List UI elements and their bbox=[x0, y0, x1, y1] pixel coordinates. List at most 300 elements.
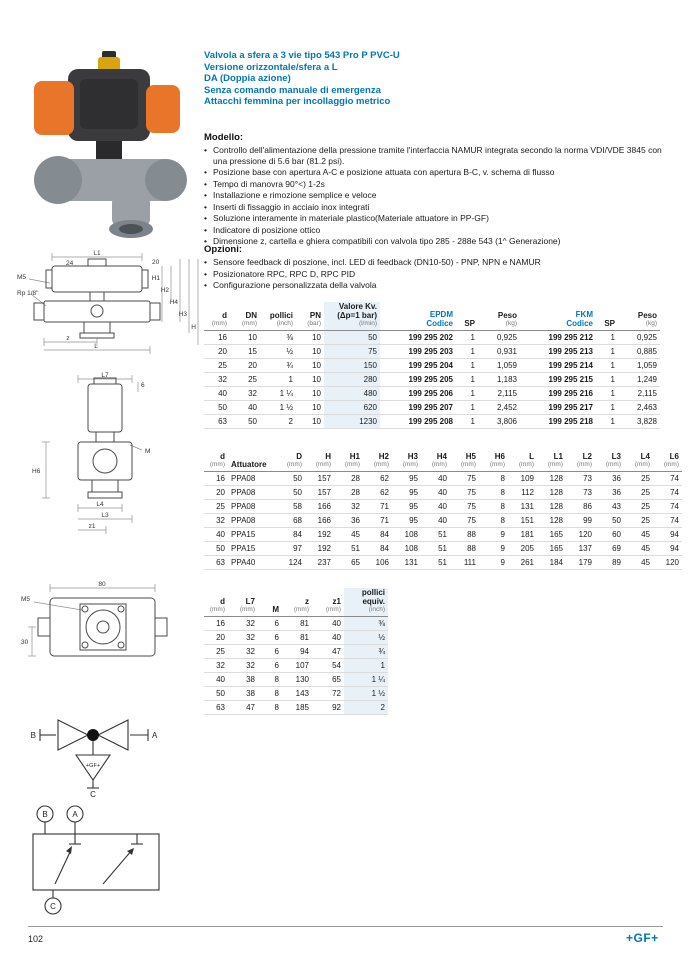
table-cell: ¾ bbox=[260, 359, 296, 373]
table-cell: 8 bbox=[479, 472, 508, 486]
table-cell: 99 bbox=[566, 514, 595, 528]
table-cell: 8 bbox=[479, 486, 508, 500]
table-cell: 205 bbox=[508, 542, 537, 556]
table-cell: 71 bbox=[363, 514, 392, 528]
column-header: L6 (mm) bbox=[653, 452, 682, 472]
dim-label-h2: H2 bbox=[160, 287, 169, 294]
ordering-data-table bbox=[204, 302, 660, 429]
dim-label-30: 30 bbox=[21, 639, 29, 646]
dim-label-l: L bbox=[94, 343, 98, 350]
union-nut-right bbox=[145, 159, 187, 201]
table-cell: 1 bbox=[596, 345, 618, 359]
dim-label-m5: M5 bbox=[21, 596, 31, 603]
column-header: pollici (inch) bbox=[260, 302, 296, 331]
table-cell: 74 bbox=[653, 514, 682, 528]
gf-mark: +GF+ bbox=[85, 763, 101, 769]
table-row bbox=[204, 645, 388, 659]
table-cell: 92 bbox=[312, 701, 344, 715]
dim-label-l4: L4 bbox=[96, 501, 104, 508]
table-cell: 199 295 207 bbox=[380, 401, 456, 415]
table-cell: 199 295 205 bbox=[380, 373, 456, 387]
table-cell: 51 bbox=[421, 556, 450, 570]
table-cell: 0,925 bbox=[478, 331, 520, 345]
table-cell: 1 ¼ bbox=[260, 387, 296, 401]
table-cell: 1230 bbox=[324, 415, 380, 429]
port-label-b: B bbox=[42, 810, 48, 819]
column-header: d (mm) bbox=[204, 302, 230, 331]
title-line-2: Versione orizzontale/sfera a L bbox=[204, 61, 338, 73]
column-header: z (mm) bbox=[282, 588, 312, 617]
table-cell: 10 bbox=[296, 401, 324, 415]
table-cell: 1 bbox=[456, 373, 478, 387]
table-cell: 50 bbox=[204, 542, 228, 556]
table-cell: 3,806 bbox=[478, 415, 520, 429]
circuit-shapes bbox=[33, 806, 159, 914]
table-cell: 84 bbox=[363, 528, 392, 542]
column-header: L4 (mm) bbox=[624, 452, 653, 472]
table-cell: 25 bbox=[624, 514, 653, 528]
table-cell: 181 bbox=[508, 528, 537, 542]
table-cell: 1 bbox=[456, 345, 478, 359]
table-cell: 9 bbox=[479, 528, 508, 542]
column-header: z1 (mm) bbox=[312, 588, 344, 617]
column-header: Peso (kg) bbox=[478, 302, 520, 331]
table-cell: ½ bbox=[344, 631, 388, 645]
table-cell: 6 bbox=[258, 617, 282, 631]
valve-outline bbox=[34, 259, 160, 338]
port-label-c: C bbox=[90, 790, 96, 798]
table-cell: 45 bbox=[624, 556, 653, 570]
actuator-cap-right bbox=[146, 85, 180, 133]
column-header: SP bbox=[456, 302, 478, 331]
table-cell: 199 295 212 bbox=[520, 331, 596, 345]
table-cell: 65 bbox=[334, 556, 363, 570]
table-cell: 184 bbox=[537, 556, 566, 570]
table-cell: 63 bbox=[204, 701, 228, 715]
dim-label-h: H bbox=[191, 324, 196, 331]
table-cell: 0,931 bbox=[478, 345, 520, 359]
table-cell: 36 bbox=[334, 514, 363, 528]
table-cell: 1,059 bbox=[478, 359, 520, 373]
table-cell: 74 bbox=[653, 472, 682, 486]
table-header-row bbox=[204, 452, 682, 472]
table-cell: 109 bbox=[508, 472, 537, 486]
table-row bbox=[204, 701, 388, 715]
table-cell: 28 bbox=[334, 472, 363, 486]
table-cell: 45 bbox=[624, 542, 653, 556]
table-cell: 51 bbox=[421, 542, 450, 556]
table-cell: 2,115 bbox=[618, 387, 660, 401]
table-cell: 199 295 218 bbox=[520, 415, 596, 429]
port-label-c: C bbox=[50, 902, 56, 911]
table-cell: 16 bbox=[204, 472, 228, 486]
table-cell: 0,925 bbox=[618, 331, 660, 345]
table-cell: 32 bbox=[228, 659, 258, 673]
table-cell: 237 bbox=[305, 556, 334, 570]
table-cell: 86 bbox=[566, 500, 595, 514]
table-cell: 166 bbox=[305, 500, 334, 514]
flow-schema bbox=[28, 698, 163, 798]
table-cell: 95 bbox=[392, 486, 421, 500]
table-cell: 1 bbox=[456, 387, 478, 401]
table-cell: 94 bbox=[653, 542, 682, 556]
table-cell: 38 bbox=[228, 687, 258, 701]
column-header: SP bbox=[596, 302, 618, 331]
table-cell: 75 bbox=[324, 345, 380, 359]
table-cell: 20 bbox=[204, 486, 228, 500]
dim-label-z: z bbox=[66, 335, 70, 342]
table-cell: 165 bbox=[537, 542, 566, 556]
table-cell: 68 bbox=[276, 514, 305, 528]
table-cell: 75 bbox=[450, 486, 479, 500]
column-header: L2 (mm) bbox=[566, 452, 595, 472]
table-cell: 74 bbox=[653, 486, 682, 500]
table-cell: 75 bbox=[450, 472, 479, 486]
table-cell: 8 bbox=[258, 687, 282, 701]
table-cell: 108 bbox=[392, 528, 421, 542]
product-photo bbox=[28, 45, 196, 250]
table-cell: 16 bbox=[204, 617, 228, 631]
table-cell: 1 bbox=[596, 415, 618, 429]
drawing-side-view bbox=[30, 372, 180, 542]
table-row bbox=[204, 345, 660, 359]
table-cell: 95 bbox=[392, 500, 421, 514]
table-cell: 50 bbox=[204, 687, 228, 701]
table-cell: 1 bbox=[596, 331, 618, 345]
table-cell: 280 bbox=[324, 373, 380, 387]
table-header-row bbox=[204, 302, 660, 331]
table-cell: 192 bbox=[305, 542, 334, 556]
column-header: H3 (mm) bbox=[392, 452, 421, 472]
table-cell: 128 bbox=[537, 500, 566, 514]
table-cell: 40 bbox=[421, 486, 450, 500]
table-cell: 2,463 bbox=[618, 401, 660, 415]
table-cell: 20 bbox=[204, 631, 228, 645]
table-cell: 72 bbox=[312, 687, 344, 701]
table-cell: 1 bbox=[456, 359, 478, 373]
dimension-labels bbox=[32, 372, 150, 530]
table-cell: 1 bbox=[596, 401, 618, 415]
dimension-lines bbox=[28, 584, 155, 656]
table-cell: 199 295 204 bbox=[380, 359, 456, 373]
table-cell: 192 bbox=[305, 528, 334, 542]
table-cell: 10 bbox=[296, 415, 324, 429]
table-cell: 84 bbox=[363, 542, 392, 556]
table-cell: 40 bbox=[421, 514, 450, 528]
table-cell: 25 bbox=[624, 486, 653, 500]
table-cell: 8 bbox=[479, 500, 508, 514]
table-cell: 1 bbox=[456, 331, 478, 345]
table-cell: 20 bbox=[230, 359, 260, 373]
table-cell: 25 bbox=[204, 500, 228, 514]
port-label-a: A bbox=[72, 810, 78, 819]
table-cell: 199 295 213 bbox=[520, 345, 596, 359]
table-cell: 81 bbox=[282, 631, 312, 645]
table-cell: 40 bbox=[204, 528, 228, 542]
table-row bbox=[204, 617, 388, 631]
title-line-3: DA (Doppia azione) bbox=[204, 73, 291, 84]
table-row bbox=[204, 631, 388, 645]
table-row bbox=[204, 373, 660, 387]
table-cell: 40 bbox=[204, 387, 230, 401]
table-cell: 1 bbox=[596, 387, 618, 401]
table-cell: 88 bbox=[450, 528, 479, 542]
table-cell: 32 bbox=[228, 645, 258, 659]
table-cell: ¾ bbox=[344, 645, 388, 659]
table-cell: 62 bbox=[363, 472, 392, 486]
table-cell: 81 bbox=[282, 617, 312, 631]
bullet-item: • Tempo di manovra 90°<) 1-2s bbox=[204, 179, 674, 190]
table-cell: 480 bbox=[324, 387, 380, 401]
table-cell: 25 bbox=[204, 645, 228, 659]
table-cell: 50 bbox=[595, 514, 624, 528]
bullet-item: • Sensore feedback di poszione, incl. LED di feedback (DN10-50) - PNP, NPN e NAMUR bbox=[204, 257, 674, 268]
table-cell: 50 bbox=[230, 415, 260, 429]
dim-label-z1: z1 bbox=[88, 523, 96, 530]
table-cell: 45 bbox=[624, 528, 653, 542]
table-cell: 1 bbox=[456, 415, 478, 429]
table-cell: 95 bbox=[392, 472, 421, 486]
table-cell: 16 bbox=[204, 331, 230, 345]
table-cell: 32 bbox=[230, 387, 260, 401]
table-cell: 71 bbox=[363, 500, 392, 514]
column-header: pollici equiv. (inch) bbox=[344, 588, 388, 617]
table-cell: 6 bbox=[258, 631, 282, 645]
column-header: M bbox=[258, 588, 282, 617]
column-header: L3 (mm) bbox=[595, 452, 624, 472]
column-header: D (mm) bbox=[276, 452, 305, 472]
bullet-item: • Installazione e rimozione semplice e veloce bbox=[204, 190, 674, 201]
table-cell: 69 bbox=[595, 542, 624, 556]
table-cell: 1 ½ bbox=[344, 687, 388, 701]
table-cell: 112 bbox=[508, 486, 537, 500]
table-cell: 120 bbox=[566, 528, 595, 542]
table-cell: PPA08 bbox=[228, 472, 276, 486]
dim-label-80: 80 bbox=[98, 581, 106, 588]
table-cell: 166 bbox=[305, 514, 334, 528]
table-cell: 36 bbox=[595, 486, 624, 500]
table-cell: 63 bbox=[204, 415, 230, 429]
table-cell: 75 bbox=[450, 500, 479, 514]
table-cell: 6 bbox=[258, 659, 282, 673]
table-cell: 620 bbox=[324, 401, 380, 415]
table-row bbox=[204, 472, 682, 486]
table-cell: 199 295 215 bbox=[520, 373, 596, 387]
bullet-item: • Posizionatore RPC, RPC D, RPC PID bbox=[204, 269, 674, 280]
table-cell: 3,828 bbox=[618, 415, 660, 429]
column-header: H2 (mm) bbox=[363, 452, 392, 472]
title-block bbox=[204, 50, 674, 108]
dim-label-l1: L1 bbox=[93, 250, 101, 257]
table-cell: 32 bbox=[228, 617, 258, 631]
table-cell: 1 bbox=[344, 659, 388, 673]
table-cell: 95 bbox=[392, 514, 421, 528]
table-cell: 8 bbox=[258, 701, 282, 715]
bullet-item: • Posizione base con apertura A-C e posizione attuata con apertura B-C, v. schema di flusso bbox=[204, 167, 674, 178]
column-header: Valore Kv. (Δp=1 bar) (l/min) bbox=[324, 302, 380, 331]
title-line-4: Senza comando manuale di emergenza bbox=[204, 84, 381, 96]
table-cell: 1 bbox=[596, 373, 618, 387]
table-cell: 50 bbox=[204, 401, 230, 415]
table-cell: 10 bbox=[296, 359, 324, 373]
column-header: H5 (mm) bbox=[450, 452, 479, 472]
column-header: DN (mm) bbox=[230, 302, 260, 331]
port-label-b: B bbox=[30, 731, 36, 740]
column-header: L7 (mm) bbox=[228, 588, 258, 617]
table-cell: 199 295 208 bbox=[380, 415, 456, 429]
table-cell: 32 bbox=[228, 631, 258, 645]
table-cell: 62 bbox=[363, 486, 392, 500]
table-cell: 63 bbox=[204, 556, 228, 570]
table-row bbox=[204, 401, 660, 415]
table-cell: 130 bbox=[282, 673, 312, 687]
table-cell: 25 bbox=[204, 359, 230, 373]
table-cell: PPA15 bbox=[228, 542, 276, 556]
table-cell: 58 bbox=[276, 500, 305, 514]
flow-center-dot bbox=[87, 729, 99, 741]
valve-outline bbox=[38, 598, 167, 656]
table-cell: 261 bbox=[508, 556, 537, 570]
table-cell: 40 bbox=[312, 617, 344, 631]
table-row bbox=[204, 528, 682, 542]
table-cell: 10 bbox=[296, 387, 324, 401]
table-row bbox=[204, 542, 682, 556]
table-cell: 107 bbox=[282, 659, 312, 673]
dim-label-24: 24 bbox=[66, 260, 74, 267]
table-cell: 40 bbox=[204, 673, 228, 687]
table-cell: 179 bbox=[566, 556, 595, 570]
table-cell: 199 295 202 bbox=[380, 331, 456, 345]
dim-label-l7: L7 bbox=[101, 372, 109, 379]
table-cell: 128 bbox=[537, 514, 566, 528]
table-cell: 45 bbox=[334, 528, 363, 542]
table-row bbox=[204, 387, 660, 401]
table-cell: 2,115 bbox=[478, 387, 520, 401]
table-cell: 28 bbox=[334, 486, 363, 500]
table-cell: 60 bbox=[595, 528, 624, 542]
table-cell: 36 bbox=[595, 472, 624, 486]
bullet-item: • Soluzione interamente in materiale plastico(Materiale attuatore in PP-GF) bbox=[204, 213, 674, 224]
table-cell: 10 bbox=[230, 331, 260, 345]
table-cell: 40 bbox=[230, 401, 260, 415]
table-cell: 6 bbox=[258, 645, 282, 659]
table-row bbox=[204, 659, 388, 673]
arrowhead bbox=[66, 846, 72, 854]
table-cell: 137 bbox=[566, 542, 595, 556]
table-cell: 10 bbox=[296, 331, 324, 345]
column-header: EPDM Codice bbox=[380, 302, 456, 331]
modello-bullet-list bbox=[204, 145, 674, 248]
table-cell: 32 bbox=[204, 514, 228, 528]
table-row bbox=[204, 556, 682, 570]
table-cell: 2 bbox=[344, 701, 388, 715]
column-header: H (mm) bbox=[305, 452, 334, 472]
page-number: 102 bbox=[28, 934, 44, 944]
table-cell: ⅜ bbox=[260, 331, 296, 345]
table-cell: 54 bbox=[312, 659, 344, 673]
table-cell: 50 bbox=[276, 486, 305, 500]
table-cell: 1,059 bbox=[618, 359, 660, 373]
table-cell: 1 ¼ bbox=[344, 673, 388, 687]
table-cell: 199 295 206 bbox=[380, 387, 456, 401]
table-cell: 32 bbox=[334, 500, 363, 514]
table-cell: 38 bbox=[228, 673, 258, 687]
table-cell: 128 bbox=[537, 486, 566, 500]
table-row bbox=[204, 687, 388, 701]
table-cell: 199 295 217 bbox=[520, 401, 596, 415]
table-cell: 43 bbox=[595, 500, 624, 514]
column-header: L1 (mm) bbox=[537, 452, 566, 472]
modello-heading: Modello: bbox=[204, 132, 244, 143]
table-cell: 1 ½ bbox=[260, 401, 296, 415]
table-cell: 108 bbox=[392, 542, 421, 556]
table-cell: 32 bbox=[204, 659, 228, 673]
dim-label-m: M bbox=[145, 448, 151, 455]
column-header: H1 (mm) bbox=[334, 452, 363, 472]
table-header-row bbox=[204, 588, 388, 617]
table-cell: 120 bbox=[653, 556, 682, 570]
drawing-front-view bbox=[16, 250, 206, 356]
column-header: FKM Codice bbox=[520, 302, 596, 331]
table-cell: 97 bbox=[276, 542, 305, 556]
table-cell: 8 bbox=[258, 673, 282, 687]
union-nut-left bbox=[34, 156, 82, 204]
title-line-5: Attacchi femmina per incollaggio metrico bbox=[204, 96, 391, 107]
table-cell: 199 295 214 bbox=[520, 359, 596, 373]
gf-logo: +GF+ bbox=[626, 931, 659, 945]
table-cell: 47 bbox=[228, 701, 258, 715]
table-cell: 106 bbox=[363, 556, 392, 570]
table-cell: 25 bbox=[624, 500, 653, 514]
table-cell: 40 bbox=[312, 631, 344, 645]
table-cell: PPA08 bbox=[228, 514, 276, 528]
table-cell: 47 bbox=[312, 645, 344, 659]
table-cell: 40 bbox=[421, 472, 450, 486]
table-cell: 74 bbox=[653, 500, 682, 514]
column-header: Attuatore bbox=[228, 452, 276, 472]
valve-outline bbox=[78, 378, 132, 498]
dim-label-6: 6 bbox=[141, 382, 145, 389]
dim-label-m5: M5 bbox=[17, 274, 27, 281]
table-cell: 32 bbox=[204, 373, 230, 387]
table-cell: 94 bbox=[282, 645, 312, 659]
drawing-top-view bbox=[20, 580, 185, 680]
bullet-item: • Dimensione z, cartella e ghiera compatibili con valvola tipo 285 - 288e 543 (1^ Generazione) bbox=[204, 236, 674, 247]
table-cell: 0,885 bbox=[618, 345, 660, 359]
bullet-item: • Controllo dell'alimentazione della pressione tramite l'interfaccia NAMUR integrata secondo la norma VDI/VDE 3845 con una pressione di 5.6 bar (81.2 psi). bbox=[204, 145, 674, 166]
table-cell: 84 bbox=[276, 528, 305, 542]
table-row bbox=[204, 514, 682, 528]
dim-label-h1: H1 bbox=[151, 275, 160, 282]
table-row bbox=[204, 500, 682, 514]
table-row bbox=[204, 673, 388, 687]
table-cell: 131 bbox=[392, 556, 421, 570]
table-row bbox=[204, 331, 660, 345]
table-cell: 25 bbox=[230, 373, 260, 387]
bullet-item: • Configurazione personalizzata della valvola bbox=[204, 280, 674, 291]
dim-label-rp: Rp 1/8" bbox=[17, 290, 39, 297]
table-cell: 151 bbox=[508, 514, 537, 528]
port-label-a: A bbox=[152, 731, 158, 740]
table-cell: 65 bbox=[312, 673, 344, 687]
column-header: Peso (kg) bbox=[618, 302, 660, 331]
table-cell: 1 bbox=[260, 373, 296, 387]
table-cell: 50 bbox=[276, 472, 305, 486]
table-cell: 157 bbox=[305, 472, 334, 486]
table-cell: 1 bbox=[596, 359, 618, 373]
actuator-cap-left bbox=[34, 81, 74, 135]
dimension-lines bbox=[42, 375, 142, 534]
